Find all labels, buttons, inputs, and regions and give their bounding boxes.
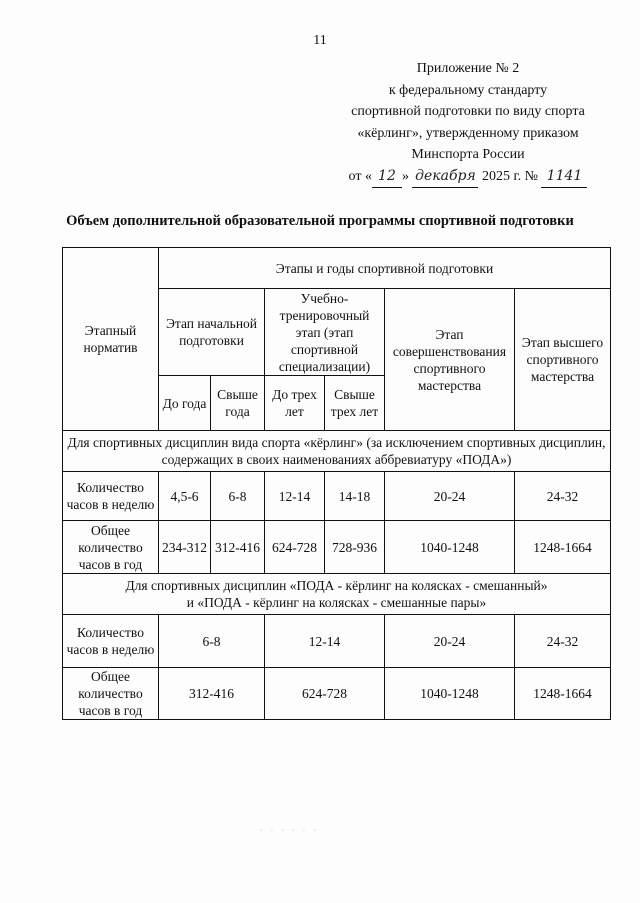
section-heading-poda bbox=[63, 574, 611, 615]
header-sub-training-1: До трех лет bbox=[265, 376, 325, 431]
appendix-line: Минспорта России bbox=[411, 147, 525, 162]
header-stages: Этапы и годы спортивной подготовки bbox=[159, 248, 611, 289]
table-cell: 20-24 bbox=[385, 472, 515, 521]
handwritten-day: 12 bbox=[372, 166, 402, 189]
header-stage-training: Учебно-тренировочный этап (этап спортивной специализации) bbox=[265, 289, 385, 376]
program-volume-table bbox=[62, 247, 611, 720]
order-date-line bbox=[318, 166, 618, 189]
table-cell: 4,5-6 bbox=[159, 472, 211, 521]
header-indicator: Этапный норматив bbox=[63, 248, 159, 431]
header-stage-highest: Этап высшего спортивного мастерства bbox=[515, 289, 611, 431]
table-cell: 312-416 bbox=[211, 521, 265, 574]
table-cell: 24-32 bbox=[515, 472, 611, 521]
appendix-line: к федеральному стандарту bbox=[388, 82, 548, 98]
table-cell: 1248-1664 bbox=[515, 521, 611, 574]
table-cell: 20-24 bbox=[385, 615, 515, 668]
date-prefix: от « bbox=[348, 168, 372, 184]
table-cell: 1248-1664 bbox=[515, 668, 611, 720]
page-number: 11 bbox=[313, 33, 327, 48]
table-cell: 12-14 bbox=[265, 615, 385, 668]
appendix-line: спортивной подготовки по виду спорта bbox=[351, 104, 585, 119]
date-mid: » bbox=[401, 168, 409, 184]
document-title: Объем дополнительной образовательной программы спортивной подготовки bbox=[66, 213, 574, 229]
header-stage-initial: Этап начальной подготовки bbox=[159, 289, 265, 376]
appendix-line: «кёрлинг», утвержденному приказом bbox=[357, 125, 579, 141]
row-label-hours-year: Общее количество часов в год bbox=[63, 521, 159, 574]
handwritten-month: декабря bbox=[412, 166, 478, 189]
table-cell: 234-312 bbox=[159, 521, 211, 574]
table-cell: 624-728 bbox=[265, 668, 385, 720]
table-cell: 24-32 bbox=[515, 615, 611, 668]
table-cell: 312-416 bbox=[159, 668, 265, 720]
scan-artifact: · · · · · · bbox=[260, 826, 319, 835]
header-sub-training-2: Свыше трех лет bbox=[325, 376, 385, 431]
section-heading-curling: Для спортивных дисциплин вида спорта «кёрлинг» (за исключением спортивных дисциплин, содержащих в своих наименованиях аббревиатуру «ПОДА») bbox=[63, 431, 611, 472]
date-year: 2025 г. № bbox=[481, 168, 538, 184]
handwritten-order-number: 1141 bbox=[541, 166, 587, 189]
table-cell: 1040-1248 bbox=[385, 521, 515, 574]
table-cell: 14-18 bbox=[325, 472, 385, 521]
table-cell: 728-936 bbox=[325, 521, 385, 574]
header-stage-improvement: Этап совершенствования спортивного мастерства bbox=[385, 289, 515, 431]
table-cell: 6-8 bbox=[159, 615, 265, 668]
table-cell: 12-14 bbox=[265, 472, 325, 521]
row-label-hours-week: Количество часов в неделю bbox=[63, 472, 159, 521]
table-cell: 6-8 bbox=[211, 472, 265, 521]
appendix-line: Приложение № 2 bbox=[416, 61, 520, 76]
row-label-hours-year: Общее количество часов в год bbox=[63, 668, 159, 720]
appendix-block bbox=[318, 58, 618, 188]
header-sub-initial-1: До года bbox=[159, 376, 211, 431]
header-sub-initial-2: Свыше года bbox=[211, 376, 265, 431]
table-cell: 1040-1248 bbox=[385, 668, 515, 720]
row-label-hours-week: Количество часов в неделю bbox=[63, 615, 159, 668]
section-heading-line: и «ПОДА - кёрлинг на колясках - смешанные пары» bbox=[186, 595, 487, 610]
section-heading-line: Для спортивных дисциплин «ПОДА - кёрлинг на колясках - смешанный» bbox=[125, 578, 548, 593]
table-cell: 624-728 bbox=[265, 521, 325, 574]
